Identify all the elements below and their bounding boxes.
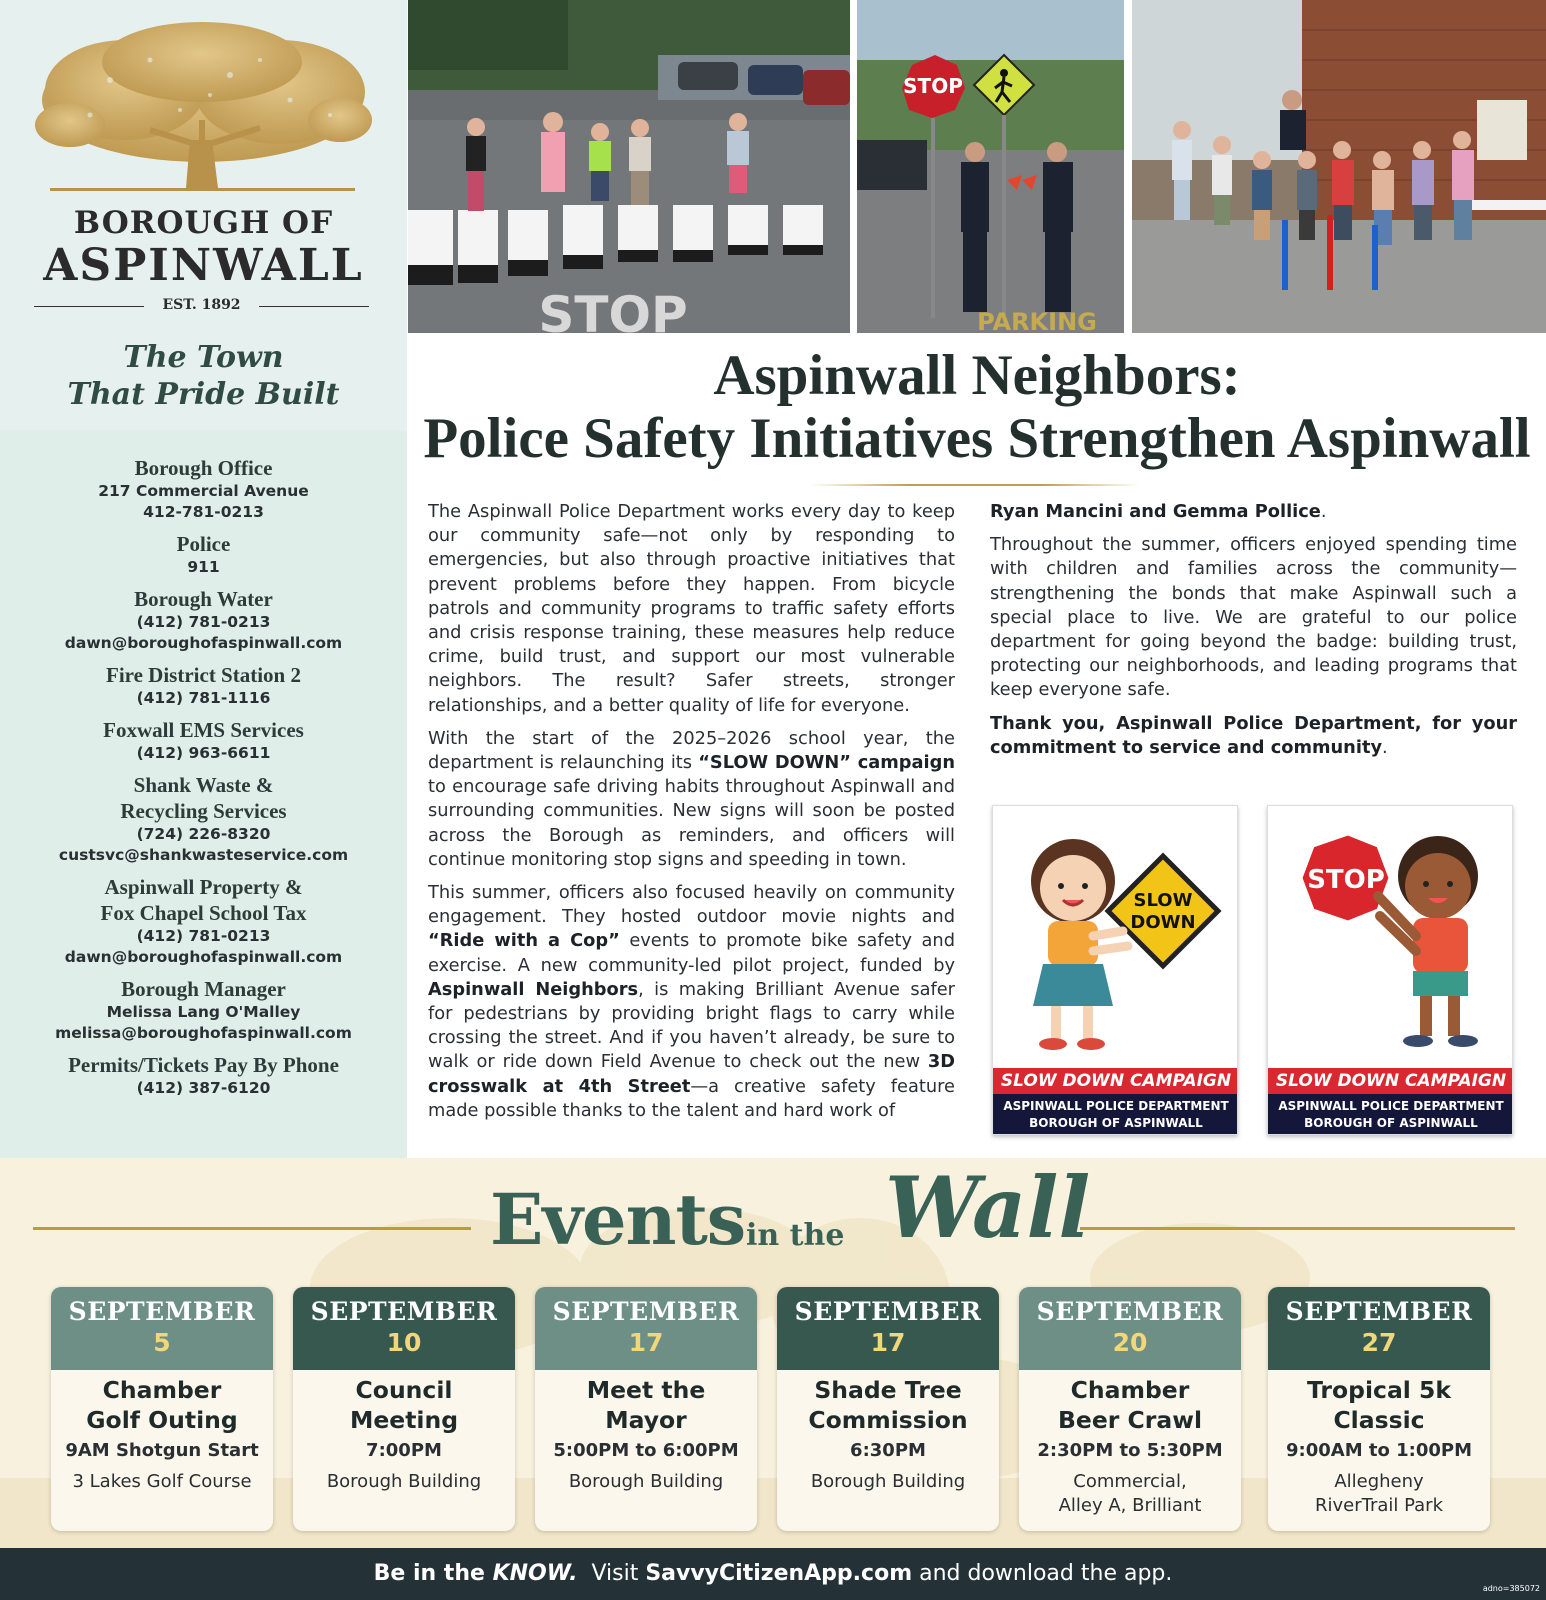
contact-manager <box>0 976 407 1044</box>
event-title-line2: Golf Outing <box>86 1406 238 1434</box>
article-paragraph-4: Throughout the summer, officers enjoyed spending time with children and families across the community—strengthening the bonds that make Aspinwall such a special place to live. We are grateful to our police department for going beyond the badge: building trust, protecting our neighborhoods, and leading programs that keep everyone safe. <box>990 534 1517 701</box>
road-stop-text: STOP <box>538 286 688 333</box>
p3-bold-crosswalk: 3D crosswalk at 4th Street <box>428 1051 955 1097</box>
contact-fire <box>0 662 407 709</box>
headline-line2: Police Safety Initiatives Strengthen Aspinwall <box>423 407 1531 470</box>
article-paragraph-1: The Aspinwall Police Department works every day to keep our community safe—not only by responding to emergencies, but also through proactive initiatives that prevent problems before they happen. From bicycle patrols and community programs to traffic safety efforts and crisis response training, these measures help reduce crime, build trust, and support our most vulnerable neighbors. The result? Safer streets, stronger relationships, and a better quality of life for everyone. <box>428 501 955 716</box>
poster-dept: ASPINWALL POLICE DEPARTMENT <box>1003 1099 1229 1113</box>
event-place <box>1019 1470 1241 1518</box>
event-time: 7:00PM <box>366 1440 442 1461</box>
event-place <box>1268 1470 1490 1518</box>
event-place-line1: Borough Building <box>810 1471 966 1492</box>
event-title-line2: Meeting <box>349 1406 459 1434</box>
event-card-golf-outing[interactable] <box>51 1287 273 1531</box>
contact-title: Borough Manager <box>121 977 286 1001</box>
footer-visit: Visit <box>577 1561 646 1586</box>
article-column-2 <box>990 500 1517 769</box>
contact-title-2: Fox Chapel School Tax <box>100 901 307 925</box>
event-date <box>51 1287 273 1370</box>
poster-campaign-banner: SLOW DOWN CAMPAIGN <box>1268 1068 1513 1094</box>
event-date <box>1268 1287 1490 1370</box>
event-day: 20 <box>1112 1328 1148 1357</box>
event-day: 17 <box>628 1328 664 1357</box>
contact-email[interactable]: dawn@boroughofaspinwall.com <box>64 948 343 966</box>
article-paragraph-3-cont <box>990 500 1517 524</box>
headline-line1: Aspinwall Neighbors: <box>713 344 1241 407</box>
event-title <box>1268 1375 1490 1435</box>
event-title <box>293 1375 515 1435</box>
event-title-line2: Mayor <box>605 1406 687 1434</box>
event-month: SEPTEMBER <box>1285 1297 1473 1326</box>
stop-poster-text: STOP <box>1307 865 1385 895</box>
article-paragraph-3 <box>428 881 955 1123</box>
event-time: 9AM Shotgun Start <box>65 1440 259 1461</box>
contact-title: Permits/Tickets Pay By Phone <box>68 1053 339 1077</box>
contact-title: Borough Water <box>134 587 273 611</box>
p2-text-a: With the start of the 2025–2026 school year, the department is relaunching its <box>428 727 955 774</box>
event-title <box>1019 1375 1241 1435</box>
event-date <box>777 1287 999 1370</box>
event-title-line1: Chamber <box>1070 1376 1190 1404</box>
contact-ems <box>0 717 407 764</box>
contact-permits <box>0 1052 407 1099</box>
contact-phone[interactable]: (724) 226-8320 <box>136 825 271 843</box>
p5-period: . <box>1382 736 1388 758</box>
events-title-in-the: in the <box>746 1218 845 1253</box>
footer-post: and download the app. <box>912 1561 1173 1586</box>
boy-stop-sign-icon <box>1268 806 1513 1068</box>
event-card-council-meeting[interactable] <box>293 1287 515 1531</box>
event-day: 10 <box>386 1328 422 1357</box>
event-date <box>535 1287 757 1370</box>
contact-waste <box>0 772 407 866</box>
event-day: 5 <box>153 1328 171 1357</box>
photo-3d-crosswalk <box>408 0 850 333</box>
slow-down-poster-boy <box>1267 805 1513 1135</box>
p3-bold-ride: “Ride with a Cop” <box>428 930 620 952</box>
contact-phone[interactable]: 412-781-0213 <box>143 503 264 521</box>
poster-dept: ASPINWALL POLICE DEPARTMENT <box>1278 1099 1504 1113</box>
event-card-meet-the-mayor[interactable] <box>535 1287 757 1531</box>
logo-line-borough-of: BOROUGH OF <box>73 205 334 241</box>
road-parking-text: PARKING <box>977 308 1097 333</box>
event-place-line1: 3 Lakes Golf Course <box>72 1471 252 1492</box>
footer-pre: Be in the <box>373 1561 493 1586</box>
article-column-1 <box>428 500 955 1132</box>
contact-title: Police <box>176 532 231 556</box>
poster-borough: BOROUGH OF ASPINWALL <box>1029 1116 1203 1130</box>
p3-bold-neighbors: Aspinwall Neighbors <box>428 978 639 1000</box>
p5-bold-thanks: Thank you, Aspinwall Police Department, for your commitment to service and community <box>990 712 1517 758</box>
contact-title: Foxwall EMS Services <box>103 718 304 742</box>
event-place-line1: Borough Building <box>568 1471 724 1492</box>
event-title-line2: Beer Crawl <box>1057 1406 1203 1434</box>
event-title <box>777 1375 999 1435</box>
event-place-line1: Allegheny <box>1334 1471 1424 1492</box>
event-month: SEPTEMBER <box>310 1297 498 1326</box>
p3-text-g: —a creative safety feature made possible thanks to the talent and hard work of <box>428 1075 955 1121</box>
events-title-events: Events <box>490 1178 746 1261</box>
officers-photo-icon <box>857 0 1124 333</box>
p3-text-c: events to promote bike safety and exercise. A new community-led pilot project, funded by <box>428 930 955 976</box>
article-paragraph-5 <box>990 712 1517 760</box>
event-place <box>777 1470 999 1494</box>
girl-slow-down-sign-icon <box>993 806 1238 1068</box>
contact-email[interactable]: custsvc@shankwasteservice.com <box>58 846 349 864</box>
event-place-line2: Alley A, Brilliant <box>1058 1495 1202 1516</box>
motto-line1: The Town <box>123 340 284 375</box>
p2-text-c: to encourage safe driving habits throughout Aspinwall and surrounding communities. New signs will soon be posted across the Borough as reminders, and officers will continue monitoring stop signs and speeding in town. <box>428 776 955 870</box>
event-month: SEPTEMBER <box>1036 1297 1224 1326</box>
event-place-line2: RiverTrail Park <box>1314 1495 1444 1516</box>
events-title-wall: Wall <box>885 1158 1091 1257</box>
event-place <box>51 1470 273 1494</box>
event-title-line2: Classic <box>1333 1406 1425 1434</box>
event-place-line1: Commercial, <box>1073 1471 1187 1492</box>
ad-number: adno=385072 <box>1482 1584 1540 1593</box>
event-card-tropical-5k[interactable] <box>1268 1287 1490 1531</box>
event-month: SEPTEMBER <box>794 1297 982 1326</box>
poster-borough: BOROUGH OF ASPINWALL <box>1304 1116 1478 1130</box>
est-text: EST. 1892 <box>162 297 241 313</box>
contact-title: Fire District Station 2 <box>106 663 301 687</box>
photo-officers-signs <box>857 0 1124 333</box>
slow-sign-text: SLOW <box>1133 890 1193 911</box>
events-rule-right <box>1080 1227 1515 1230</box>
poster-campaign-banner: SLOW DOWN CAMPAIGN <box>993 1068 1238 1094</box>
event-card-shade-tree[interactable] <box>777 1287 999 1531</box>
est-divider-right <box>259 306 369 307</box>
contact-phone[interactable]: (412) 963-6611 <box>136 744 271 762</box>
poster-credit <box>993 1094 1238 1135</box>
event-time: 6:30PM <box>850 1440 926 1461</box>
event-title-line1: Tropical 5k <box>1306 1376 1452 1404</box>
event-month: SEPTEMBER <box>68 1297 256 1326</box>
contact-title: Aspinwall Property & <box>104 875 303 899</box>
contact-email[interactable]: dawn@boroughofaspinwall.com <box>64 634 343 652</box>
p2-bold-campaign: “SLOW DOWN” campaign <box>698 752 955 774</box>
contact-phone[interactable]: (412) 387-6120 <box>136 1079 271 1097</box>
poster-credit <box>1268 1094 1513 1135</box>
p3-text-i: . <box>1320 501 1327 522</box>
contact-title-2: Recycling Services <box>120 799 287 823</box>
footer-banner <box>0 1548 1546 1600</box>
event-title <box>51 1375 273 1435</box>
contact-water <box>0 586 407 654</box>
event-title-line2: Commission <box>808 1406 968 1434</box>
event-title <box>535 1375 757 1435</box>
headline-divider <box>810 484 1140 486</box>
contact-directory <box>0 455 407 1107</box>
event-place <box>293 1470 515 1494</box>
contact-phone[interactable]: (412) 781-0213 <box>136 613 271 631</box>
stop-sign-text: STOP <box>903 74 963 98</box>
contact-address: 217 Commercial Avenue <box>98 482 309 500</box>
event-place <box>535 1470 757 1494</box>
contact-police <box>0 531 407 578</box>
sidebar <box>0 0 407 1158</box>
article-headline <box>408 345 1546 471</box>
event-title-line1: Shade Tree <box>814 1376 962 1404</box>
sidebar-header <box>0 0 407 430</box>
contact-person: Melissa Lang O'Malley <box>106 1003 301 1021</box>
event-title-line1: Meet the <box>586 1376 706 1404</box>
contact-borough-office <box>0 455 407 523</box>
event-day: 27 <box>1361 1328 1397 1357</box>
event-time: 2:30PM to 5:30PM <box>1037 1440 1223 1461</box>
oak-tree-logo-icon <box>30 20 375 200</box>
down-sign-text: DOWN <box>1130 912 1196 933</box>
contact-phone[interactable]: (412) 781-1116 <box>136 689 271 707</box>
article-paragraph-2 <box>428 727 955 872</box>
event-place-line1: Borough Building <box>326 1471 482 1492</box>
kids-photo-icon <box>1132 0 1546 333</box>
footer-site-link[interactable]: SavvyCitizenApp.com <box>645 1561 913 1586</box>
event-date <box>1019 1287 1241 1370</box>
contact-phone[interactable]: 911 <box>187 558 220 576</box>
contact-email[interactable]: melissa@boroughofaspinwall.com <box>55 1024 352 1042</box>
contact-tax <box>0 874 407 968</box>
contact-title: Shank Waste & <box>133 773 274 797</box>
event-time: 5:00PM to 6:00PM <box>553 1440 739 1461</box>
crosswalk-photo-icon <box>408 0 850 333</box>
event-title-line1: Council <box>355 1376 453 1404</box>
event-day: 17 <box>870 1328 906 1357</box>
event-card-beer-crawl[interactable] <box>1019 1287 1241 1531</box>
event-time: 9:00AM to 1:00PM <box>1286 1440 1472 1461</box>
photo-kids-with-officer <box>1132 0 1546 333</box>
contact-phone[interactable]: (412) 781-0213 <box>136 927 271 945</box>
p3-bold-artists: Ryan Mancini and Gemma Pollice <box>990 501 1321 522</box>
logo-established <box>34 297 369 317</box>
events-rule-left <box>33 1227 471 1230</box>
contact-title: Borough Office <box>134 456 273 480</box>
event-title-line1: Chamber <box>102 1376 222 1404</box>
event-date <box>293 1287 515 1370</box>
event-month: SEPTEMBER <box>552 1297 740 1326</box>
p3-text-e: , is making Brilliant Avenue safer for pedestrians by providing bright flags to carry while crossing the street. And if you haven’t already, be sure to walk or ride down Field Avenue to check out the new <box>428 978 955 1073</box>
footer-know: KNOW. <box>492 1561 578 1586</box>
p3-text-a: This summer, officers also focused heavily on community engagement. They hosted outdoor movie nights and <box>428 882 955 928</box>
motto-line2: That Pride Built <box>67 377 340 412</box>
logo-line-aspinwall: ASPINWALL <box>43 240 364 291</box>
slow-down-poster-girl <box>992 805 1238 1135</box>
